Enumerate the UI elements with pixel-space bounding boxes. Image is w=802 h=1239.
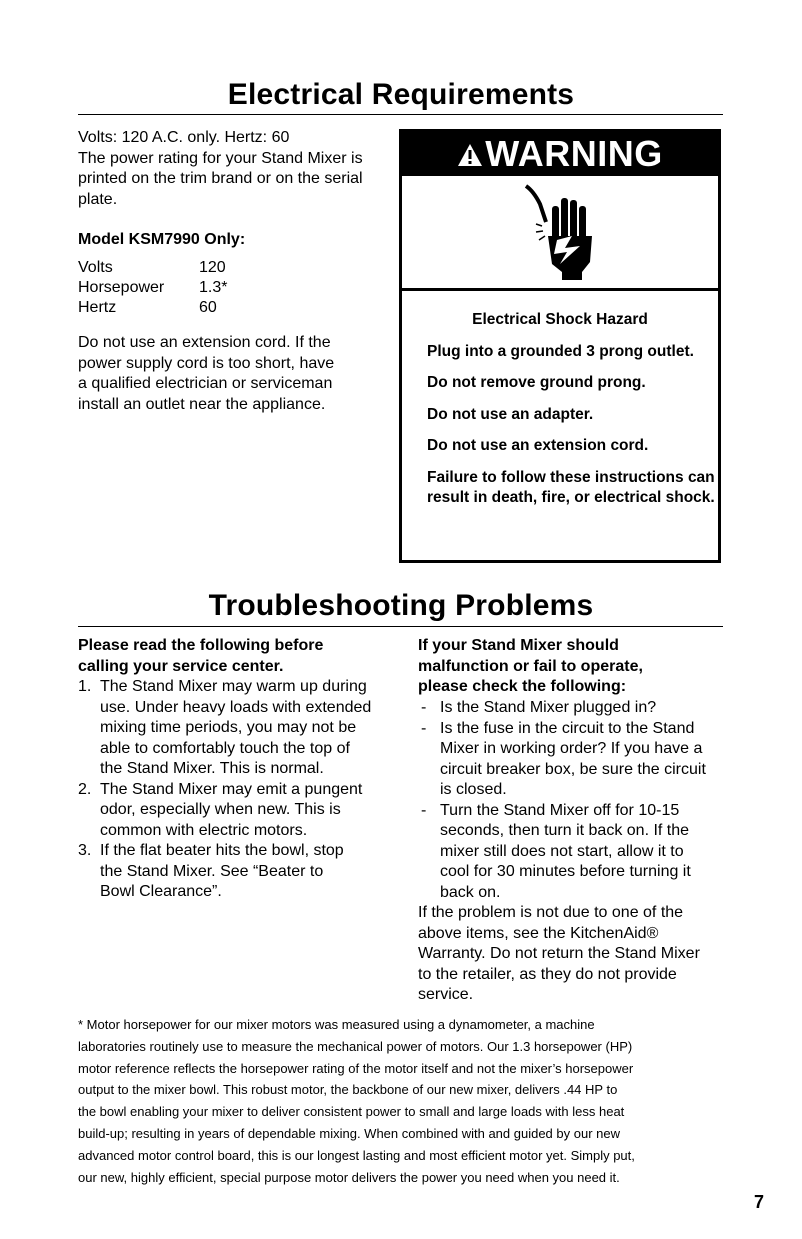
- heading-line: please check the following:: [418, 678, 627, 695]
- closing-line: to the retailer, as they do not provide: [418, 965, 677, 983]
- left-heading: [78, 636, 398, 677]
- heading-line: If your Stand Mixer should: [418, 637, 619, 654]
- item-line: mixing time periods, you may not be: [100, 719, 357, 736]
- right-list: [418, 698, 748, 1006]
- electrical-requirements-title: Electrical Requirements: [227, 78, 575, 111]
- item-line: seconds, then turn it back on. If the: [440, 822, 690, 839]
- closing-line: If the problem is not due to one of the: [418, 904, 684, 921]
- list-item: [418, 801, 748, 904]
- warning-item: Do not use an adapter.: [427, 405, 594, 423]
- footnote-line: our new, highly efficient, special purpose motor delivers the power you need when you need it.: [78, 1169, 620, 1185]
- item-dash: -: [421, 699, 427, 716]
- warning-body: [427, 310, 717, 520]
- shock-hazard-pictogram: [402, 176, 718, 291]
- note-line: install an outlet near the appliance.: [78, 395, 326, 413]
- horsepower-footnote: [78, 1014, 758, 1188]
- item-line: the Stand Mixer. See “Beater to: [100, 862, 324, 880]
- model-heading: Model KSM7990 Only:: [78, 231, 246, 248]
- item-number: 1.: [78, 678, 92, 695]
- item-line: The Stand Mixer may warm up during: [100, 678, 367, 695]
- list-item: [78, 780, 408, 842]
- warning-item: Do not use an extension cord.: [427, 437, 649, 454]
- item-line: If the flat beater hits the bowl, stop: [100, 842, 344, 859]
- spec-label: Hertz: [78, 299, 117, 316]
- footnote-line: laboratories routinely use to measure the mechanical power of motors. Our 1.3 horsepower (HP): [78, 1038, 633, 1054]
- intro-line: plate.: [78, 190, 118, 208]
- electric-shock-hand-icon: [402, 176, 718, 288]
- item-line: Mixer in working order? If you have a: [440, 740, 703, 757]
- item-line: odor, especially when new. This is: [100, 801, 341, 818]
- spec-value: 60: [199, 299, 217, 316]
- warning-item: Do not remove ground prong.: [427, 374, 646, 391]
- spec-label: Volts: [78, 259, 113, 276]
- item-line: the Stand Mixer. This is normal.: [100, 760, 324, 777]
- item-dash: -: [421, 719, 427, 737]
- intro-line: The power rating for your Stand Mixer is: [78, 149, 363, 167]
- extension-cord-note: [78, 333, 388, 415]
- right-heading: [418, 636, 738, 698]
- title-rule: [78, 114, 723, 115]
- list-item: [78, 841, 408, 903]
- warning-triangle-icon: [457, 143, 483, 167]
- item-line: Turn the Stand Mixer off for 10-15: [440, 801, 680, 819]
- spec-value: 120: [199, 259, 226, 276]
- list-item: [418, 698, 748, 719]
- footnote-line: the bowl enabling your mixer to deliver consistent power to small and large loads with less heat: [78, 1104, 625, 1120]
- note-line: power supply cord is too short, have: [78, 354, 335, 372]
- footnote-line: * Motor horsepower for our mixer motors was measured using a dynamometer, a machine: [78, 1017, 595, 1032]
- item-line: Bowl Clearance”.: [100, 883, 222, 900]
- warning-item: Plug into a grounded 3 prong outlet.: [427, 342, 694, 360]
- item-line: back on.: [440, 883, 501, 901]
- item-number: 2.: [78, 780, 92, 798]
- warning-box: [399, 129, 721, 563]
- footnote-line: advanced motor control board, this is our longest lasting and most efficient motor yet. Simply put,: [78, 1147, 635, 1163]
- hazard-title: Electrical Shock Hazard: [472, 311, 648, 328]
- left-list: [78, 677, 408, 903]
- item-line: is closed.: [440, 781, 507, 798]
- warning-header-text: WARNING: [485, 133, 663, 174]
- heading-line: malfunction or fail to operate,: [418, 657, 643, 675]
- spec-row: [78, 278, 228, 299]
- item-number: 3.: [78, 842, 92, 859]
- item-line: circuit breaker box, be sure the circuit: [440, 760, 706, 778]
- item-line: able to comfortably touch the top of: [100, 739, 350, 757]
- page-number: 7: [753, 1192, 764, 1212]
- warning-item: Failure to follow these instructions can result in death, fire, or electrical shock.: [427, 468, 715, 506]
- item-dash: -: [421, 801, 427, 819]
- electrical-intro: [78, 128, 388, 210]
- item-line: The Stand Mixer may emit a pungent: [100, 780, 363, 798]
- footnote-line: motor reference reflects the horsepower rating of the motor itself and not the mixer’s horsepower: [78, 1060, 634, 1076]
- note-line: a qualified electrician or serviceman: [78, 375, 333, 392]
- footnote-line: build-up; resulting in years of dependable mixing. When combined with and guided by our new: [78, 1125, 620, 1141]
- item-line: use. Under heavy loads with extended: [100, 698, 372, 716]
- item-line: Is the Stand Mixer plugged in?: [440, 699, 657, 716]
- spec-row: [78, 298, 217, 319]
- heading-line: Please read the following before: [78, 637, 324, 654]
- closing-line: Warranty. Do not return the Stand Mixer: [418, 945, 700, 962]
- list-item: [418, 719, 748, 801]
- closing-line: above items, see the KitchenAid®: [418, 924, 659, 942]
- item-line: cool for 30 minutes before turning it: [440, 863, 691, 880]
- warning-header: [402, 132, 718, 176]
- spec-label: Horsepower: [78, 279, 165, 296]
- item-line: Is the fuse in the circuit to the Stand: [440, 719, 695, 737]
- footnote-line: output to the mixer bowl. This robust motor, the backbone of our new mixer, delivers .44 HP to: [78, 1082, 618, 1098]
- closing-line: service.: [418, 986, 474, 1003]
- spec-value: 1.3*: [199, 279, 228, 296]
- note-line: Do not use an extension cord. If the: [78, 334, 331, 351]
- troubleshooting-title: Troubleshooting Problems: [208, 589, 594, 622]
- intro-line: Volts: 120 A.C. only. Hertz: 60: [78, 129, 290, 146]
- title-rule: [78, 626, 723, 627]
- item-line: common with electric motors.: [100, 821, 308, 839]
- spec-row: [78, 258, 226, 279]
- list-item: [78, 677, 408, 780]
- closing-paragraph: [418, 903, 748, 1006]
- intro-line: printed on the trim brand or on the serial: [78, 170, 363, 187]
- heading-line: calling your service center.: [78, 657, 284, 675]
- item-line: mixer still does not start, allow it to: [440, 842, 684, 860]
